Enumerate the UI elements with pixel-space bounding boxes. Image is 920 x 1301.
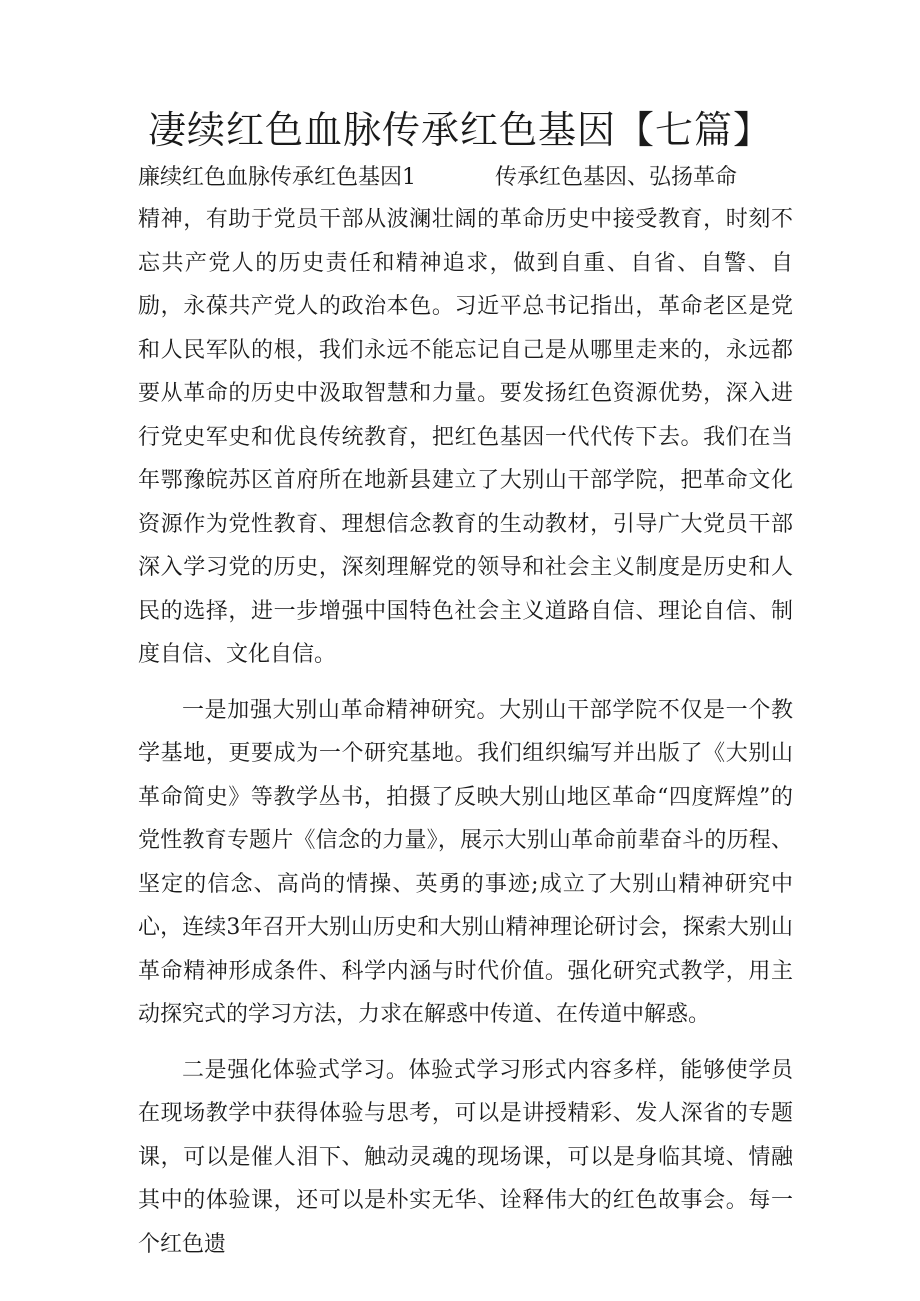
- section-heading-left: 廉续红色血脉传承红色基因1: [138, 165, 416, 190]
- document-body: [138, 198, 793, 1266]
- section-heading: [138, 160, 800, 196]
- paragraph-2: 一是加强大别山革命精神研究。大别山干部学院不仅是一个教学基地，更要成为一个研究基地。我们组织编写并出版了《大别山革命简史》等教学丛书，拍摄了反映大别山地区革命“四度辉煌”的党性教育专题片《信念的力量》，展示大别山革命前辈奋斗的历程、坚定的信念、高尚的情操、英勇的事迹;成立了大别山精神研究中心，连续3年召开大别山历史和大别山精神理论研讨会，探索大别山革命精神形成条件、科学内涵与时代价值。强化研究式教学，用主动探究式的学习方法，力求在解惑中传道、在传道中解惑。: [138, 697, 793, 1027]
- section-heading-right: 传承红色基因、弘扬革命: [495, 165, 738, 190]
- paragraph-1: 精神，有助于党员干部从波澜壮阔的革命历史中接受教育，时刻不忘共产党人的历史责任和精神追求，做到自重、自省、自警、自励，永葆共产党人的政治本色。习近平总书记指出，革命老区是党和人民军队的根，我们永远不能忘记自己是从哪里走来的，永远都要从革命的历史中汲取智慧和力量。要发扬红色资源优势，深入进行党史军史和优良传统教育，把红色基因一代代传下去。我们在当年鄂豫皖苏区首府所在地新县建立了大别山干部学院，把革命文化资源作为党性教育、理想信念教育的生动教材，引导广大党员干部深入学习党的历史，深刻理解党的领导和社会主义制度是历史和人民的选择，进一步增强中国特色社会主义道路自信、理论自信、制度自信、文化自信。: [138, 207, 793, 667]
- paragraph-3: 二是强化体验式学习。体验式学习形式内容多样，能够使学员在现场教学中获得体验与思考，可以是讲授精彩、发人深省的专题课，可以是催人泪下、触动灵魂的现场课，可以是身临其境、情融其中的体验课，还可以是朴实无华、诠释伟大的红色故事会。每一个红色遗: [138, 1057, 793, 1257]
- document-title: 凄续红色血脉传承红色基因【七篇】: [147, 108, 772, 152]
